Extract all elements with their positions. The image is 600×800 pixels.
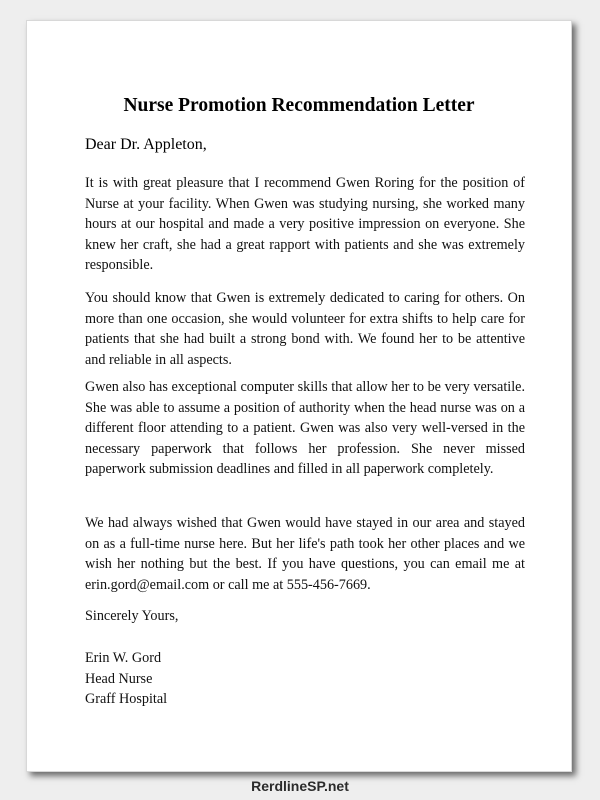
paragraph-4: We had always wished that Gwen would have stayed in our area and stayed on as a full-time nurse here. But her life's path took her other places and we wish her nothing but the best. If you have questions, you can email me at erin.gord@email.com or call me at 555-456-7669.	[85, 515, 525, 593]
letter-page	[26, 20, 572, 772]
closing: Sincerely Yours,	[85, 608, 179, 624]
salutation: Dear Dr. Appleton,	[85, 136, 207, 153]
paragraph-3: Gwen also has exceptional computer skills that allow her to be very versatile. She was able to assume a position of authority when the head nurse was on a different floor attending to a patient. Gwen was also very well-versed in the necessary paperwork that follows her profession. She never missed paperwork submission deadlines and filled in all paperwork completely.	[85, 379, 525, 478]
signer-organization: Graff Hospital	[85, 691, 168, 708]
letter-title: Nurse Promotion Recommendation Letter	[123, 95, 475, 116]
signature-block	[85, 648, 167, 710]
signer-name: Erin W. Gord	[85, 650, 162, 666]
paragraph-2: You should know that Gwen is extremely dedicated to caring for others. On more than one occasion, she would volunteer for extra shifts to help care for patients that she had built a strong bond with. We found her to be attentive and reliable in all aspects.	[85, 290, 525, 368]
paragraph-1: It is with great pleasure that I recommend Gwen Roring for the position of Nurse at your facility. When Gwen was studying nursing, she worked many hours at our hospital and made a very positive impression on everyone. She knew her craft, she had a great rapport with patients and she was extremely responsible.	[85, 175, 525, 274]
signer-position: Head Nurse	[85, 670, 153, 687]
watermark: RerdlineSP.net	[251, 778, 349, 794]
